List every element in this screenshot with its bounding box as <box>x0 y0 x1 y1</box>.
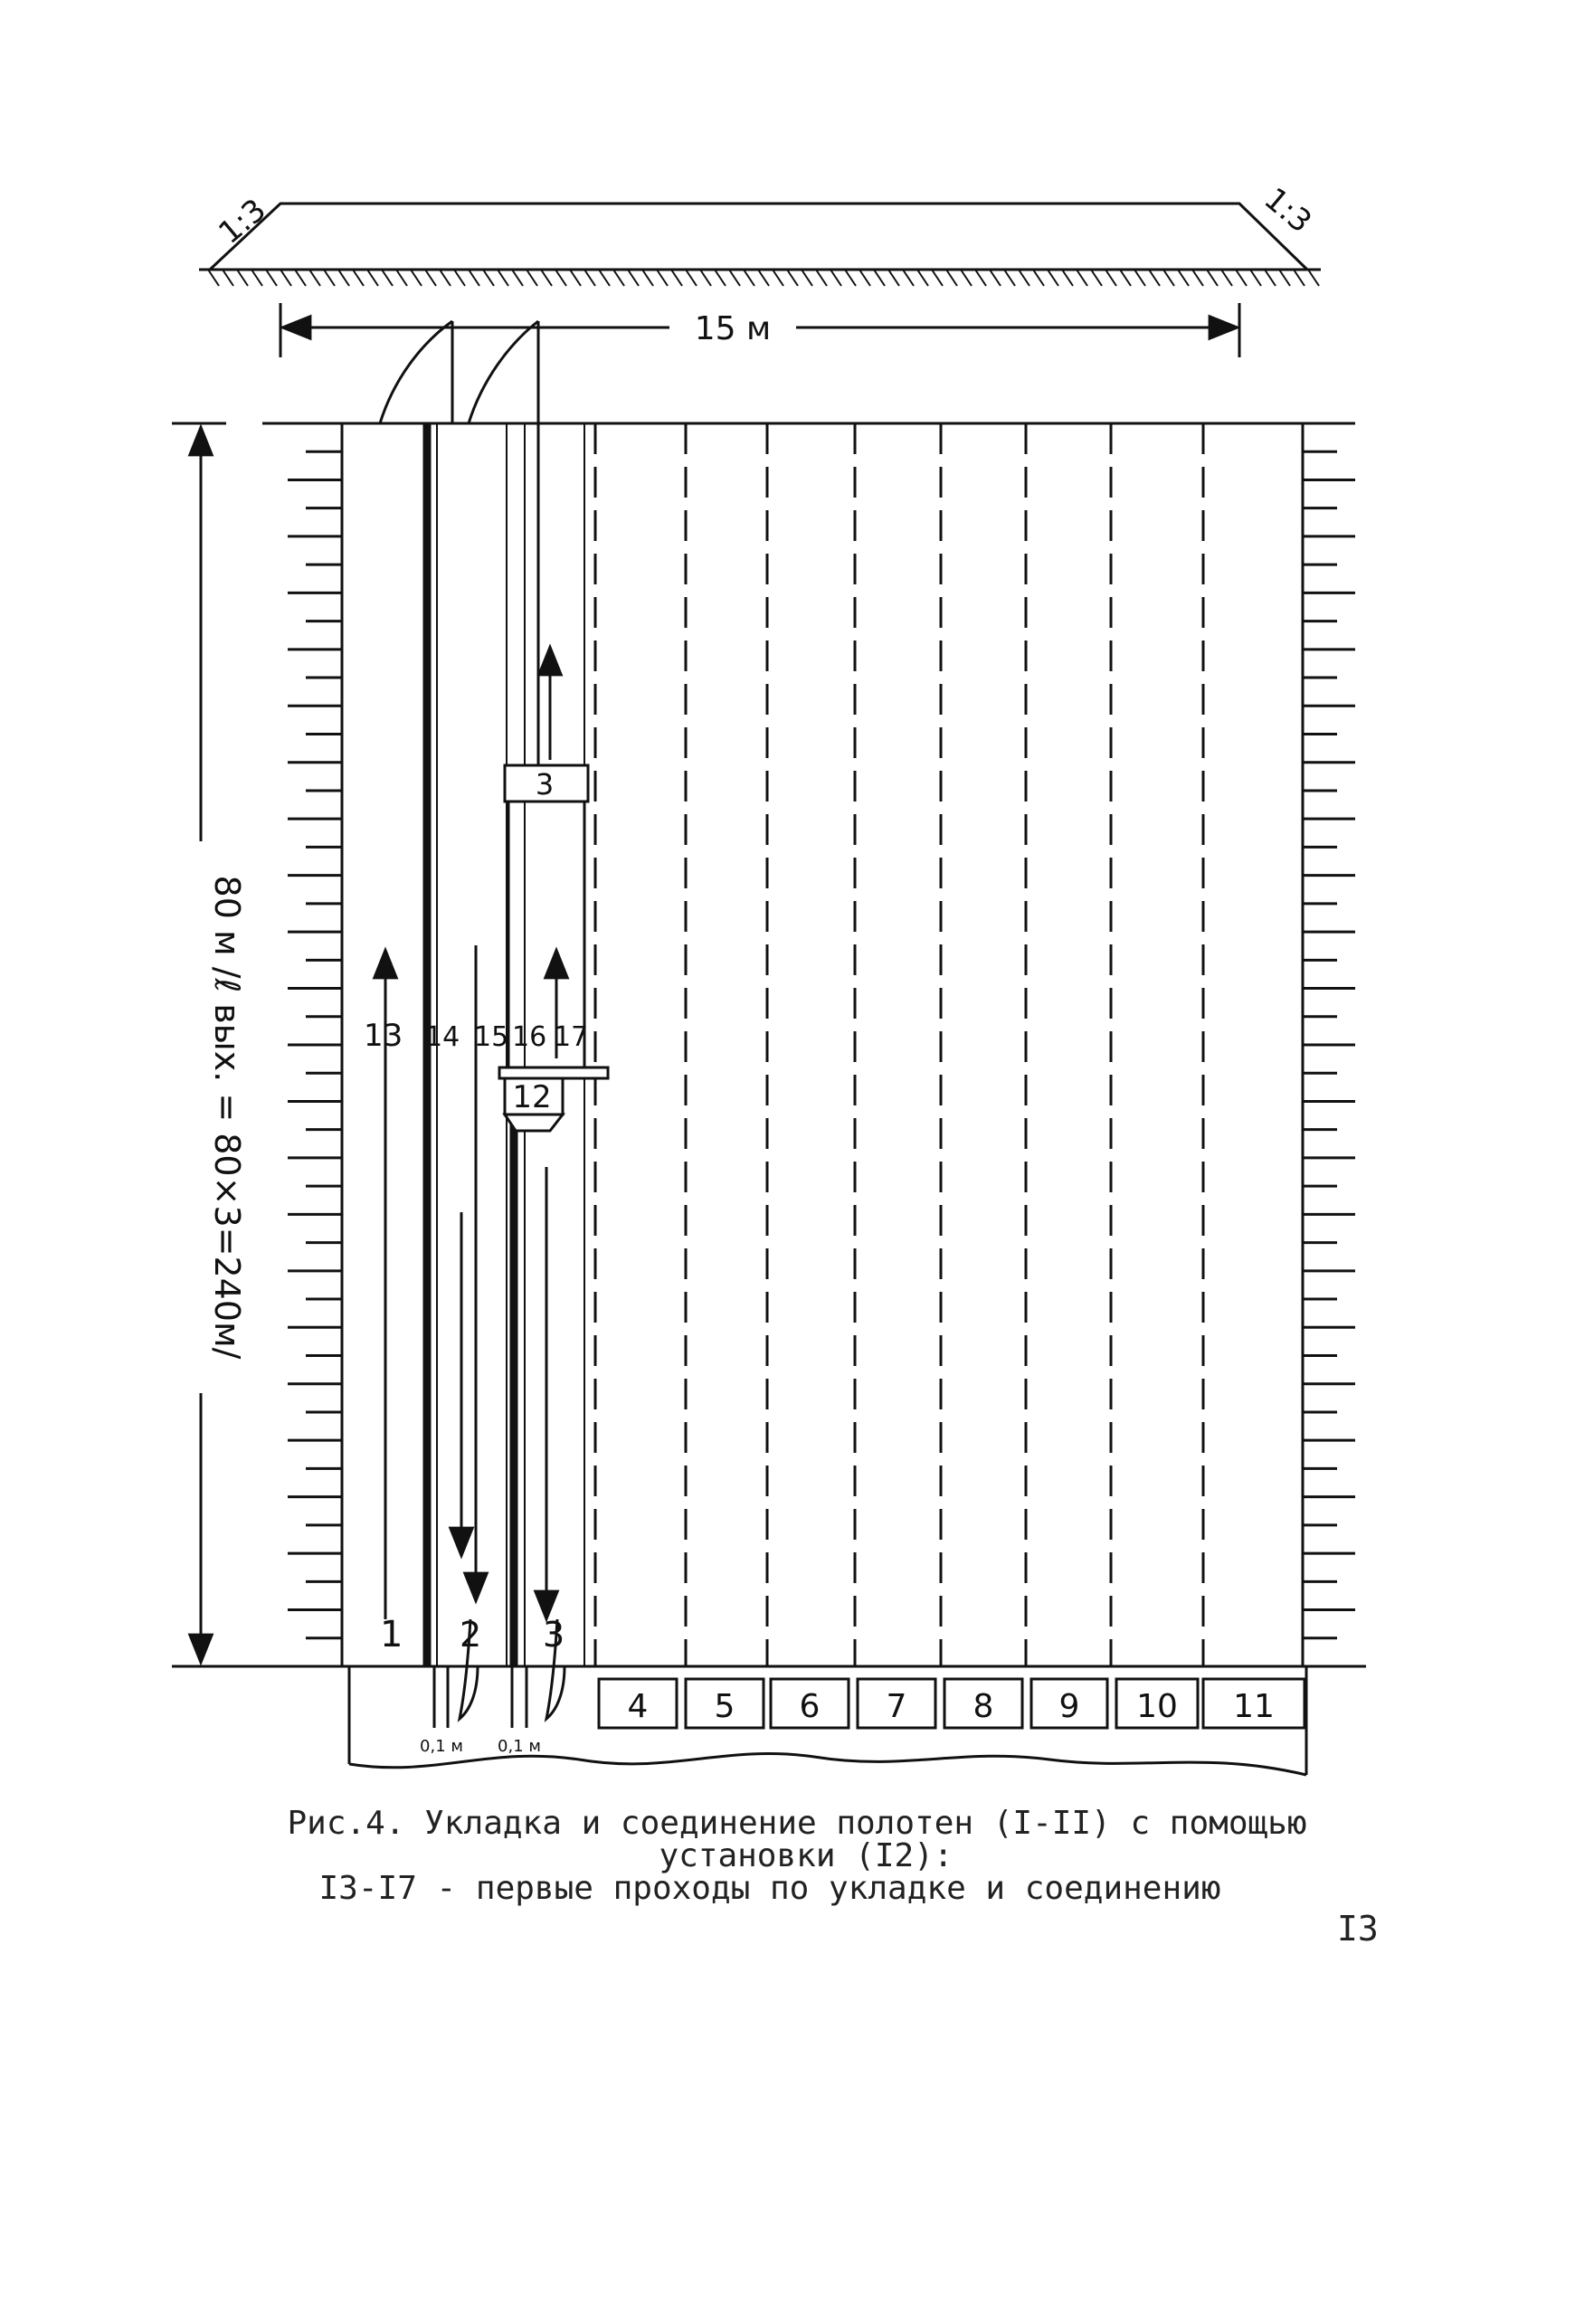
hatch-stroke <box>223 270 233 286</box>
sheet-seams <box>595 423 1203 1666</box>
pass-return-curves <box>380 321 538 778</box>
embankment-section <box>199 204 1321 286</box>
hatch-stroke <box>1163 270 1174 286</box>
hatch-stroke <box>237 270 248 286</box>
ruler-ticks-left <box>288 423 342 1666</box>
hatch-stroke <box>990 270 1001 286</box>
hatch-stroke <box>642 270 653 286</box>
hatch-stroke <box>353 270 364 286</box>
sheet-label-3: 3 <box>543 1615 565 1655</box>
sheet-roll-label-11: 11 <box>1233 1688 1275 1725</box>
sheet-roll-label-4: 4 <box>627 1688 649 1725</box>
hatch-stroke <box>961 270 972 286</box>
caption-line-1: Рис.4. Укладка и соединение полотен (I-II) с помощью <box>287 1805 1307 1842</box>
hatch-stroke <box>888 270 899 286</box>
hatch-stroke <box>1279 270 1290 286</box>
hatch-stroke <box>1178 270 1189 286</box>
sheet-roll-label-8: 8 <box>973 1688 994 1725</box>
machine-crossbar <box>499 1067 608 1078</box>
hatch-stroke <box>1207 270 1218 286</box>
hatch-stroke <box>628 270 639 286</box>
gap-label-2: 0,1 м <box>498 1737 541 1756</box>
hatch-stroke <box>1134 270 1145 286</box>
ground-hatching <box>208 270 1319 286</box>
hatch-stroke <box>1019 270 1029 286</box>
hatch-stroke <box>744 270 754 286</box>
hatch-stroke <box>367 270 378 286</box>
hatch-stroke <box>1149 270 1160 286</box>
slope-label-right: 1:3 <box>1257 180 1319 241</box>
hatch-stroke <box>903 270 914 286</box>
pass-curve-2 <box>469 321 538 423</box>
hatch-stroke <box>715 270 726 286</box>
hatch-stroke <box>324 270 335 286</box>
hatch-stroke <box>512 270 523 286</box>
hatch-stroke <box>773 270 783 286</box>
hatch-stroke <box>1105 270 1116 286</box>
ruler-ticks-right <box>1303 423 1355 1666</box>
hatch-stroke <box>454 270 465 286</box>
hatch-stroke <box>382 270 393 286</box>
sheet-roll-label-6: 6 <box>799 1688 821 1725</box>
hatch-stroke <box>1265 270 1276 286</box>
hatch-stroke <box>787 270 798 286</box>
pass-label-15: 15 <box>474 1021 509 1053</box>
hatch-stroke <box>946 270 957 286</box>
sheet-roll-label-7: 7 <box>886 1688 907 1725</box>
hatch-stroke <box>845 270 856 286</box>
hatch-stroke <box>657 270 668 286</box>
sheet-roll-label-9: 9 <box>1058 1688 1080 1725</box>
machine-installation <box>499 765 608 1131</box>
hatch-stroke <box>1250 270 1261 286</box>
hatch-stroke <box>1062 270 1073 286</box>
hatch-stroke <box>1077 270 1087 286</box>
pass-label-14: 14 <box>425 1021 460 1053</box>
hatch-stroke <box>1192 270 1203 286</box>
hatch-stroke <box>498 270 508 286</box>
hatch-stroke <box>599 270 610 286</box>
hatch-stroke <box>1120 270 1131 286</box>
hatch-stroke <box>483 270 494 286</box>
hatch-stroke <box>686 270 697 286</box>
hatch-stroke <box>396 270 407 286</box>
hatch-stroke <box>830 270 841 286</box>
hatch-stroke <box>555 270 566 286</box>
hatch-stroke <box>527 270 537 286</box>
hatch-stroke <box>729 270 740 286</box>
hatch-stroke <box>1048 270 1058 286</box>
hatch-stroke <box>309 270 320 286</box>
hatch-stroke <box>541 270 552 286</box>
hatch-stroke <box>1004 270 1015 286</box>
hatch-stroke <box>280 270 291 286</box>
machine-roller <box>505 1115 563 1131</box>
hatch-stroke <box>251 270 262 286</box>
sheet-label-2: 2 <box>460 1615 482 1655</box>
hatch-stroke <box>570 270 581 286</box>
hatch-stroke <box>1308 270 1319 286</box>
hatch-stroke <box>584 270 595 286</box>
hatch-stroke <box>802 270 812 286</box>
length-dimension-label: 80 м /ℓ вых. = 80×3=240м/ <box>207 875 247 1360</box>
hatch-stroke <box>874 270 885 286</box>
hatch-stroke <box>266 270 277 286</box>
sheet-label-1: 1 <box>380 1614 403 1655</box>
hatch-stroke <box>613 270 624 286</box>
plan-frame <box>208 423 1366 1775</box>
hatch-stroke <box>932 270 943 286</box>
hatch-stroke <box>208 270 219 286</box>
machine-top-unit-label: 3 <box>535 767 555 802</box>
hatch-stroke <box>338 270 349 286</box>
hatch-stroke <box>411 270 422 286</box>
hatch-stroke <box>671 270 682 286</box>
embankment-outline <box>210 204 1307 270</box>
hatch-stroke <box>440 270 451 286</box>
sheet-rolls-row <box>599 1679 1305 1728</box>
hatch-stroke <box>1221 270 1232 286</box>
pass-label-16: 16 <box>512 1021 547 1053</box>
hatch-stroke <box>975 270 986 286</box>
sheet-roll-label-10: 10 <box>1136 1688 1178 1725</box>
pass-curve-1 <box>380 321 452 423</box>
hatch-stroke <box>469 270 479 286</box>
machine-unit-label: 12 <box>512 1079 552 1115</box>
hatch-stroke <box>758 270 769 286</box>
hatch-stroke <box>1294 270 1305 286</box>
pass-label-13: 13 <box>364 1018 403 1054</box>
caption-line-3: I3-I7 - первые проходы по укладке и соединению <box>318 1870 1221 1907</box>
hatch-stroke <box>816 270 827 286</box>
hatch-stroke <box>1091 270 1102 286</box>
hatch-stroke <box>1236 270 1247 286</box>
apron-break-line <box>349 1754 1306 1775</box>
hatch-stroke <box>700 270 711 286</box>
page-number: I3 <box>1337 1909 1379 1949</box>
hatch-stroke <box>295 270 306 286</box>
width-dimension-label: 15 м <box>694 310 772 347</box>
hatch-stroke <box>859 270 870 286</box>
caption-line-2: установки (I2): <box>659 1837 954 1874</box>
sheet-roll-label-5: 5 <box>714 1688 735 1725</box>
hatch-stroke <box>917 270 928 286</box>
hatch-stroke <box>1033 270 1044 286</box>
hatch-stroke <box>425 270 436 286</box>
pass-label-17: 17 <box>554 1021 589 1053</box>
slope-label-left: 1:3 <box>212 192 273 251</box>
gap-label-1: 0,1 м <box>420 1737 463 1756</box>
